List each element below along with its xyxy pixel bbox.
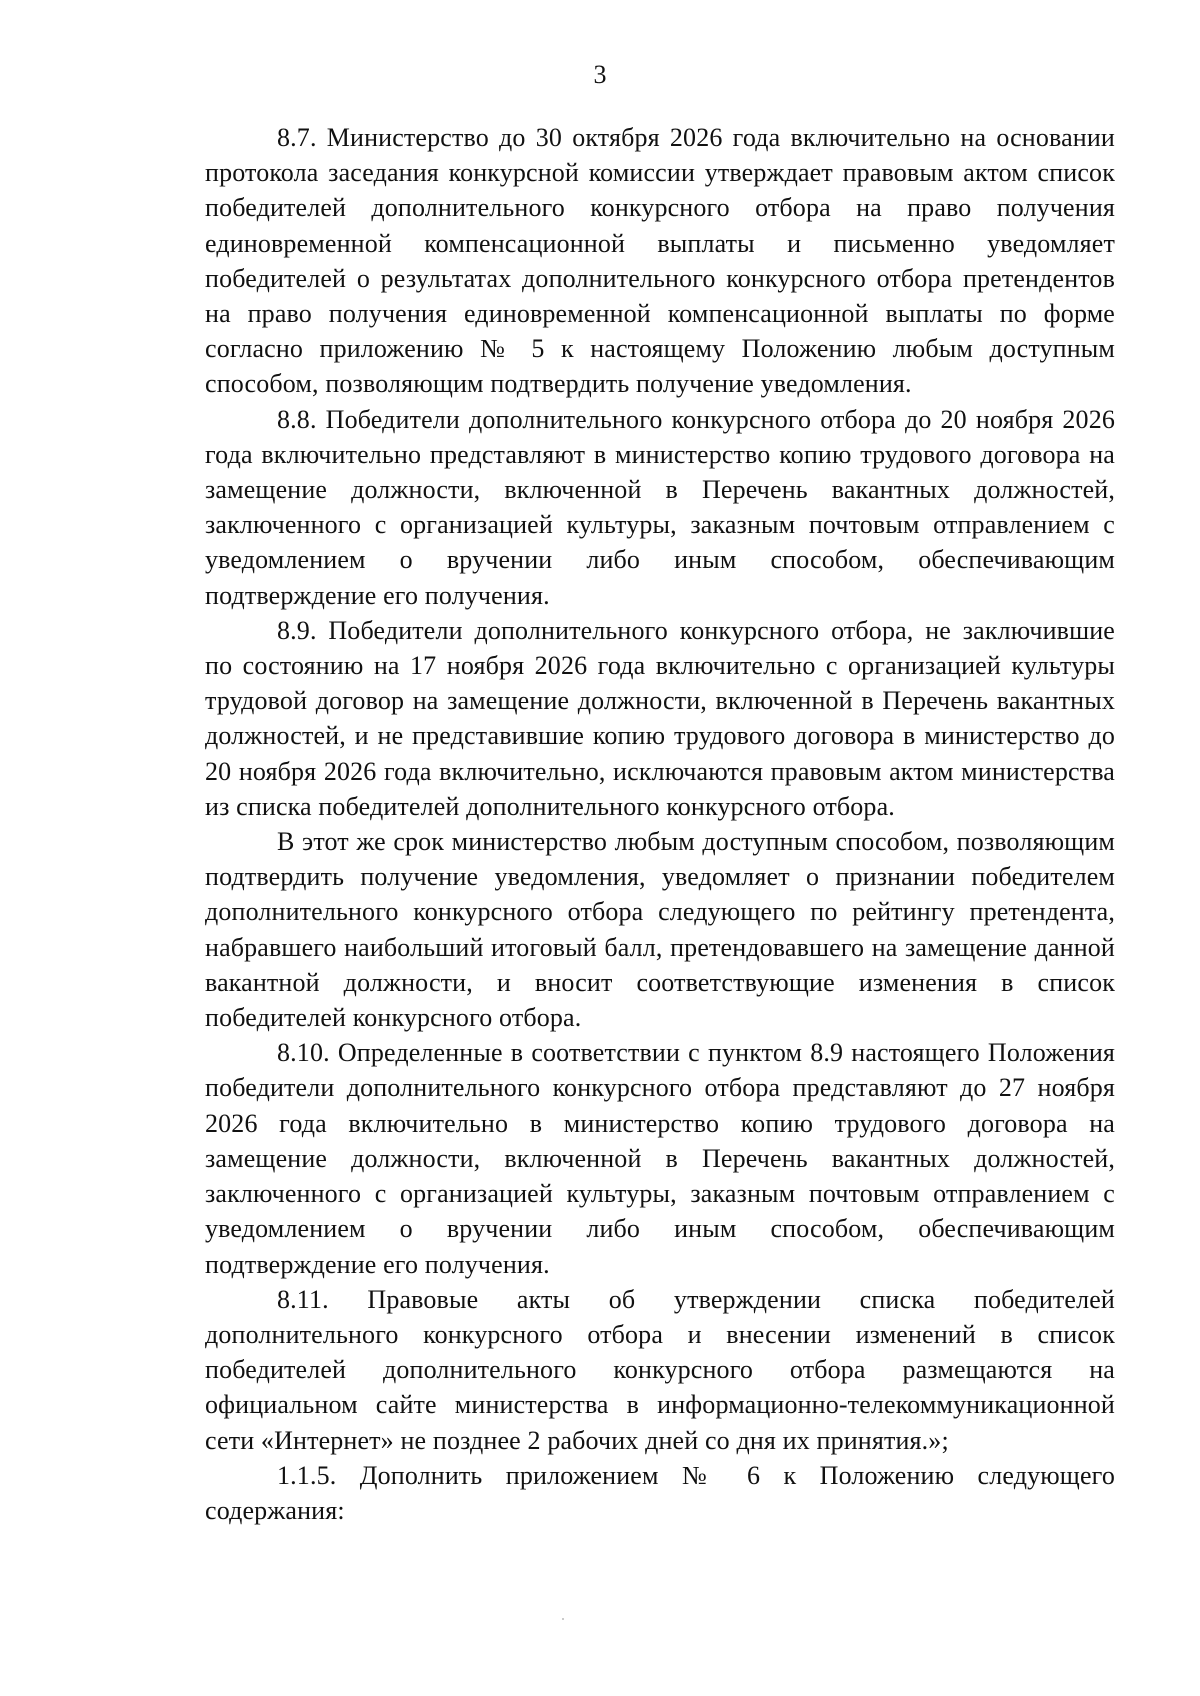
paragraph-8-9: 8.9. Победители дополнительного конкурсного отбора, не заключившие по состоянию на 17 ноября 2026 года включительно с организацией культуры трудовой договор на замещение должности, включенной в Перечень вакантных должностей, и не представившие копию трудового договора в министерство до 20 ноября 2026 года включительно, исключаются правовым актом министерства из списка победителей дополнительного конкурсного отбора.	[205, 615, 1115, 821]
scan-artifact-dot	[562, 1618, 564, 1620]
document-body	[205, 120, 1115, 1528]
paragraph-8-9-continued: В этот же срок министерство любым доступным способом, позволяющим подтвердить получение уведомления, уведомляет о признании победителем дополнительного конкурсного отбора следующего по рейтингу претендента, набравшего наибольший итоговый балл, претендовавшего на замещение данной вакантной должности, и вносит соответствующие изменения в список победителей конкурсного отбора.	[205, 827, 1115, 1033]
paragraph-8-8: 8.8. Победители дополнительного конкурсного отбора до 20 ноября 2026 года включительно представляют в министерство копию трудового договора на замещение должности, включенной в Перечень вакантных должностей, заключенного с организацией культуры, заказным почтовым отправлением с уведомлением о вручении либо иным способом, обеспечивающим подтверждение его получения.	[205, 404, 1115, 610]
paragraph-1-1-5: 1.1.5. Дополнить приложением № 6 к Положению следующего содержания:	[205, 1460, 1115, 1525]
page-number: 3	[593, 60, 607, 89]
paragraph-8-7: 8.7. Министерство до 30 октября 2026 года включительно на основании протокола заседания конкурсной комиссии утверждает правовым актом список победителей дополнительного конкурсного отбора на право получения единовременной компенсационной выплаты и письменно уведомляет победителей о результатах дополнительного конкурсного отбора претендентов на право получения единовременной компенсационной выплаты по форме согласно приложению № 5 к настоящему Положению любым доступным способом, позволяющим подтвердить получение уведомления.	[205, 123, 1115, 399]
paragraph-8-10: 8.10. Определенные в соответствии с пунктом 8.9 настоящего Положения победители дополнительного конкурсного отбора представляют до 27 ноября 2026 года включительно в министерство копию трудового договора на замещение должности, включенной в Перечень вакантных должностей, заключенного с организацией культуры, заказным почтовым отправлением с уведомлением о вручении либо иным способом, обеспечивающим подтверждение его получения.	[205, 1038, 1115, 1279]
paragraph-8-11: 8.11. Правовые акты об утверждении списка победителей дополнительного конкурсного отбора и внесении изменений в список победителей дополнительного конкурсного отбора размещаются на официальном сайте министерства в информационно-телекоммуникационной сети «Интернет» не позднее 2 рабочих дней со дня их принятия.»;	[205, 1284, 1115, 1455]
